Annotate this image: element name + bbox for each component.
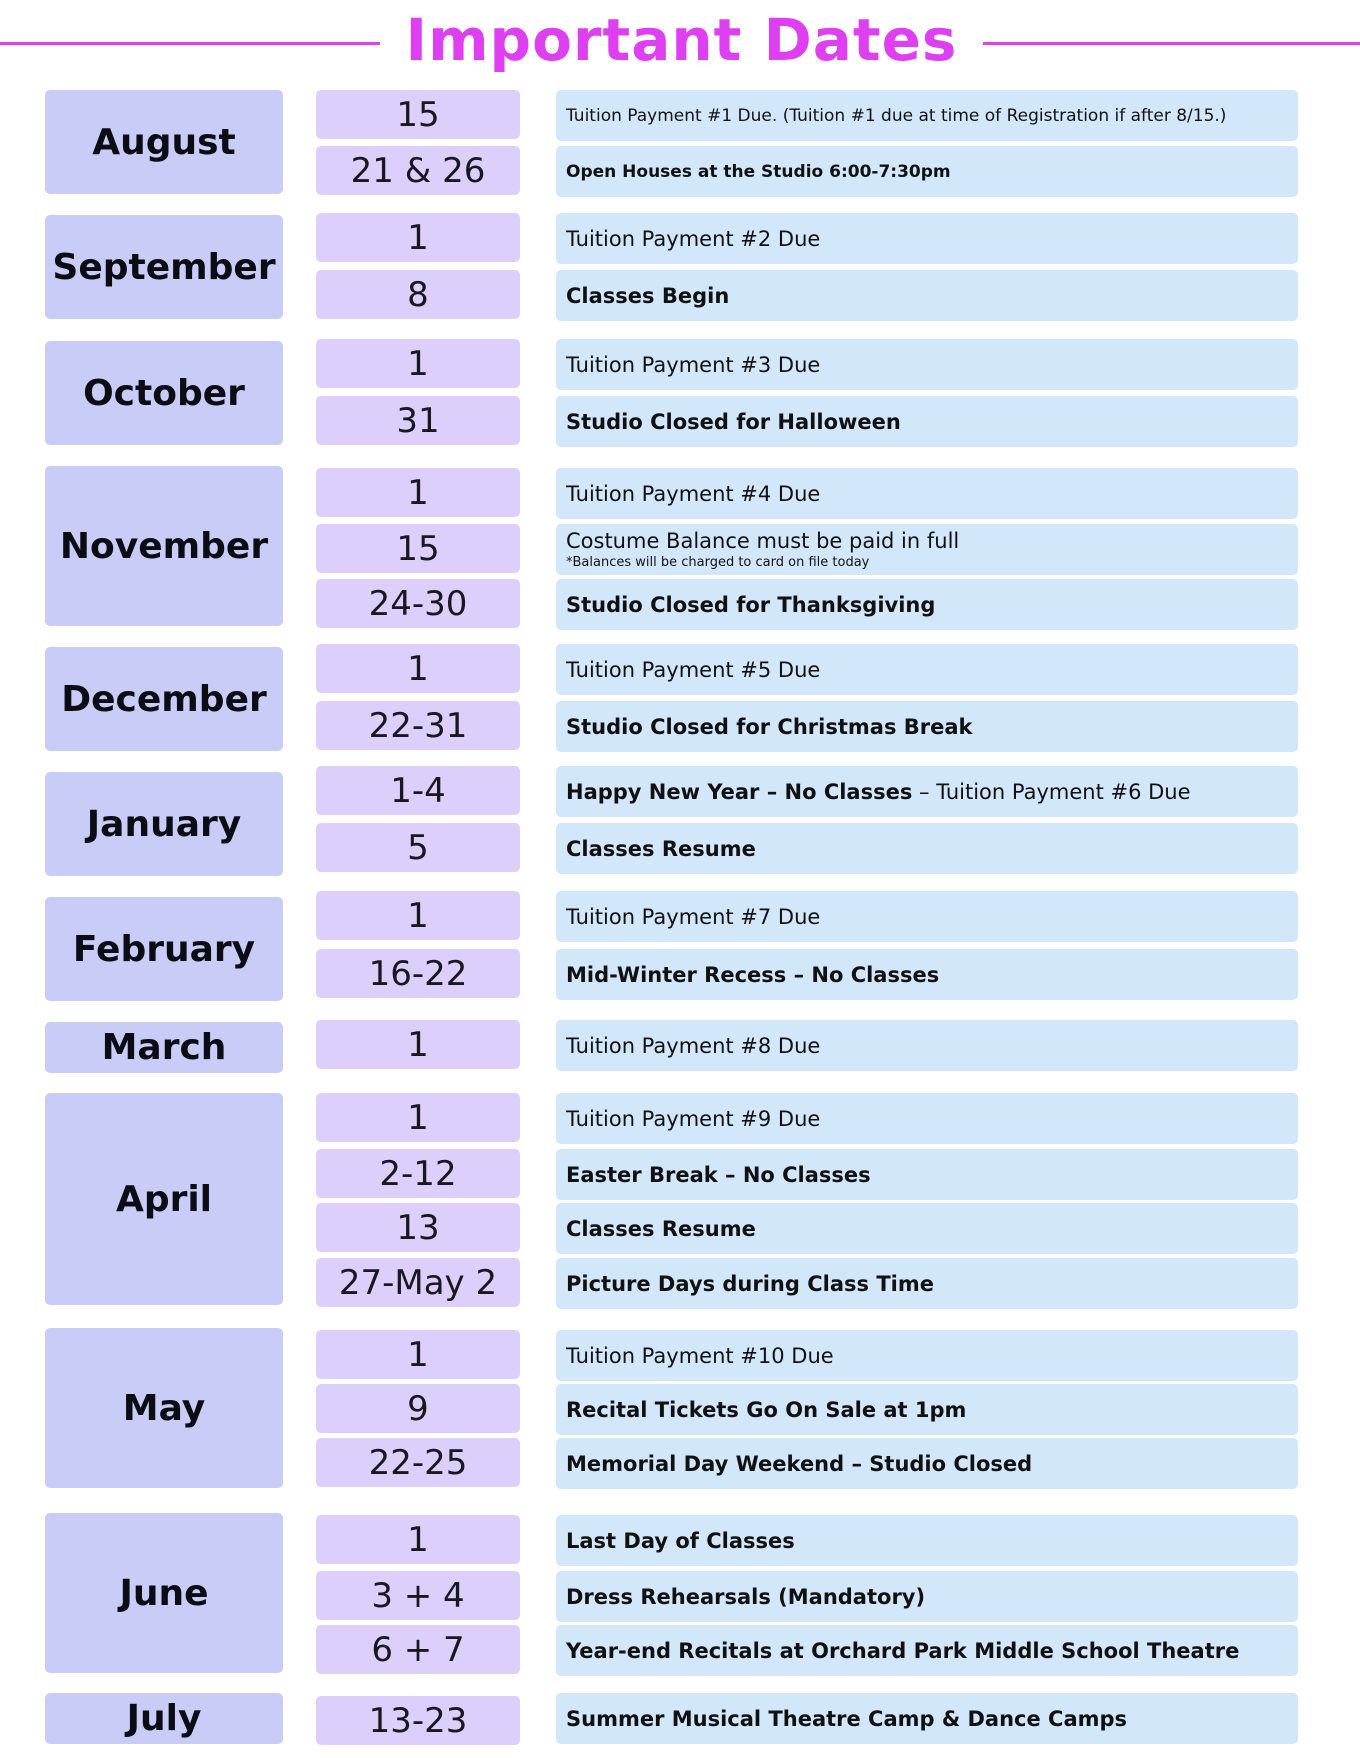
event-cell: Tuition Payment #1 Due. (Tuition #1 due at time of Registration if after 8/15.) (556, 90, 1298, 141)
event-cell: Dress Rehearsals (Mandatory) (556, 1571, 1298, 1622)
date-cell: 1 (316, 1020, 520, 1069)
header-rule-right (983, 42, 1360, 45)
date-cell: 1 (316, 213, 520, 262)
date-cell: 22-25 (316, 1438, 520, 1487)
event-cell: Studio Closed for Halloween (556, 396, 1298, 447)
event-cell: Year-end Recitals at Orchard Park Middle School Theatre (556, 1625, 1298, 1676)
date-cell: 1 (316, 891, 520, 940)
date-cell: 5 (316, 823, 520, 872)
date-cell: 1 (316, 1330, 520, 1379)
event-cell: Memorial Day Weekend – Studio Closed (556, 1438, 1298, 1489)
date-cell: 3 + 4 (316, 1571, 520, 1620)
date-cell: 1 (316, 468, 520, 517)
event-cell: Tuition Payment #5 Due (556, 644, 1298, 695)
month-may: May (45, 1328, 283, 1488)
date-cell: 8 (316, 270, 520, 319)
month-august: August (45, 90, 283, 194)
month-april: April (45, 1093, 283, 1305)
event-cell: Picture Days during Class Time (556, 1258, 1298, 1309)
event-cell: Tuition Payment #7 Due (556, 891, 1298, 942)
event-cell: Recital Tickets Go On Sale at 1pm (556, 1384, 1298, 1435)
date-cell: 31 (316, 396, 520, 445)
month-september: September (45, 215, 283, 319)
event-cell: Tuition Payment #8 Due (556, 1020, 1298, 1071)
date-cell: 13 (316, 1203, 520, 1252)
header-rule-left (0, 42, 380, 45)
date-cell: 1 (316, 1093, 520, 1142)
date-cell: 1 (316, 339, 520, 388)
date-cell: 2-12 (316, 1149, 520, 1198)
event-cell: Happy New Year – No Classes – Tuition Payment #6 Due (556, 766, 1298, 817)
month-january: January (45, 772, 283, 876)
event-cell: Tuition Payment #4 Due (556, 468, 1298, 519)
date-cell: 1 (316, 644, 520, 693)
month-october: October (45, 341, 283, 445)
event-cell: Tuition Payment #3 Due (556, 339, 1298, 390)
event-cell: Classes Begin (556, 270, 1298, 321)
date-cell: 24-30 (316, 579, 520, 628)
date-cell: 6 + 7 (316, 1625, 520, 1674)
event-cell: Summer Musical Theatre Camp & Dance Camps (556, 1693, 1298, 1744)
page-header (0, 0, 1360, 82)
page-title: Important Dates (405, 6, 958, 74)
event-note: *Balances will be charged to card on file today (566, 555, 870, 570)
event-cell: Tuition Payment #2 Due (556, 213, 1298, 264)
date-cell: 1-4 (316, 766, 520, 815)
event-cell: Easter Break – No Classes (556, 1149, 1298, 1200)
date-cell: 1 (316, 1515, 520, 1564)
event-cell: Classes Resume (556, 823, 1298, 874)
date-cell: 15 (316, 524, 520, 573)
month-november: November (45, 466, 283, 626)
date-cell: 21 & 26 (316, 146, 520, 195)
date-cell: 9 (316, 1384, 520, 1433)
event-cell: Classes Resume (556, 1203, 1298, 1254)
date-cell: 15 (316, 90, 520, 139)
event-cell: Last Day of Classes (556, 1515, 1298, 1566)
date-cell: 13-23 (316, 1696, 520, 1745)
event-cell: Costume Balance must be paid in full *Balances will be charged to card on file today (556, 524, 1298, 575)
month-june: June (45, 1513, 283, 1673)
event-cell: Tuition Payment #9 Due (556, 1093, 1298, 1144)
month-december: December (45, 647, 283, 751)
date-cell: 16-22 (316, 949, 520, 998)
date-cell: 27-May 2 (316, 1258, 520, 1307)
event-cell: Studio Closed for Thanksgiving (556, 579, 1298, 630)
month-february: February (45, 897, 283, 1001)
month-july: July (45, 1693, 283, 1744)
event-cell: Studio Closed for Christmas Break (556, 701, 1298, 752)
event-cell: Open Houses at the Studio 6:00-7:30pm (556, 146, 1298, 197)
event-cell: Tuition Payment #10 Due (556, 1330, 1298, 1381)
event-cell: Mid-Winter Recess – No Classes (556, 949, 1298, 1000)
date-cell: 22-31 (316, 701, 520, 750)
month-march: March (45, 1022, 283, 1073)
